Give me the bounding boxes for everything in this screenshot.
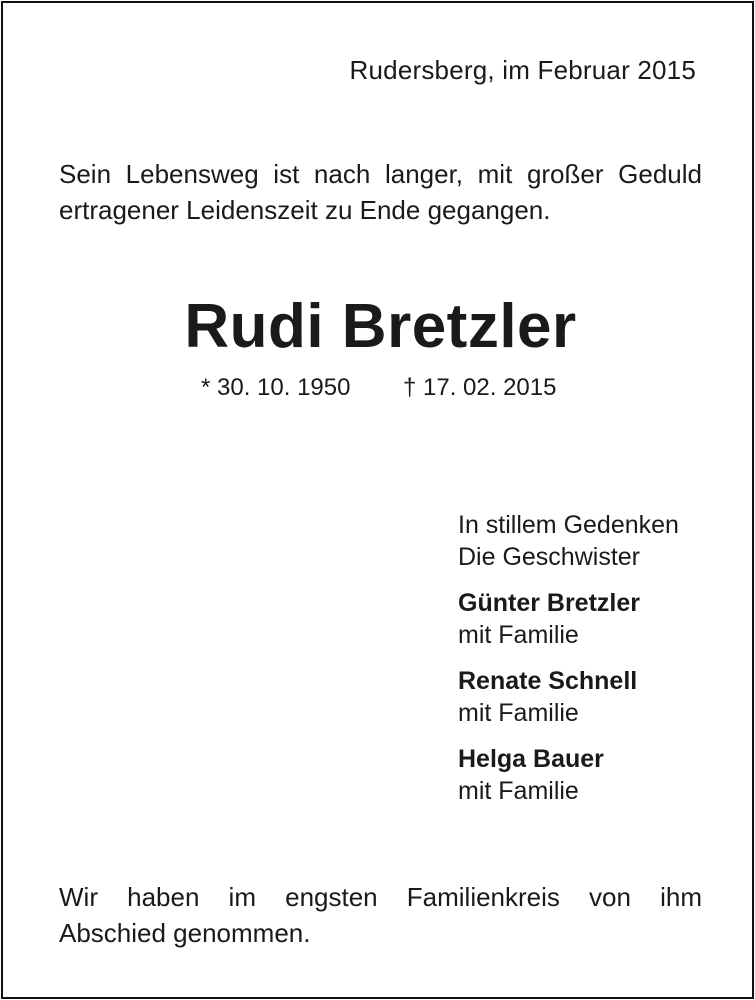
intro-line-1: Sein Lebensweg ist nach langer, mit großer Geduld [59, 159, 702, 189]
mourner-name: Günter Bretzler [458, 589, 640, 617]
death-date: † 17. 02. 2015 [403, 374, 557, 401]
mourner-name: Helga Bauer [458, 745, 604, 773]
mourner-entry [458, 743, 718, 807]
mourner-entry [458, 587, 718, 651]
intro-line-2: ertragener Leidenszeit zu Ende gegangen. [59, 195, 551, 225]
place-date: Rudersberg, im Februar 2015 [349, 55, 696, 85]
mourners-heading-2: Die Geschwister [458, 543, 640, 571]
mourner-name: Renate Schnell [458, 667, 638, 695]
mourner-note: mit Familie [458, 621, 579, 649]
intro-text [59, 156, 702, 228]
mourner-note: mit Familie [458, 699, 579, 727]
birth-date: * 30. 10. 1950 [201, 374, 351, 401]
mourners-heading-1: In stillem Gedenken [458, 511, 679, 539]
deceased-name: Rudi Bretzler [184, 292, 577, 361]
closing-line-1: Wir haben im engsten Familienkreis von ihm [59, 882, 702, 912]
mourners-block [458, 509, 718, 807]
closing-line-2: Abschied genommen. [59, 918, 311, 948]
mourner-entry [458, 665, 718, 729]
obituary-frame [1, 1, 754, 999]
closing-text [59, 879, 702, 951]
mourner-note: mit Familie [458, 777, 579, 805]
